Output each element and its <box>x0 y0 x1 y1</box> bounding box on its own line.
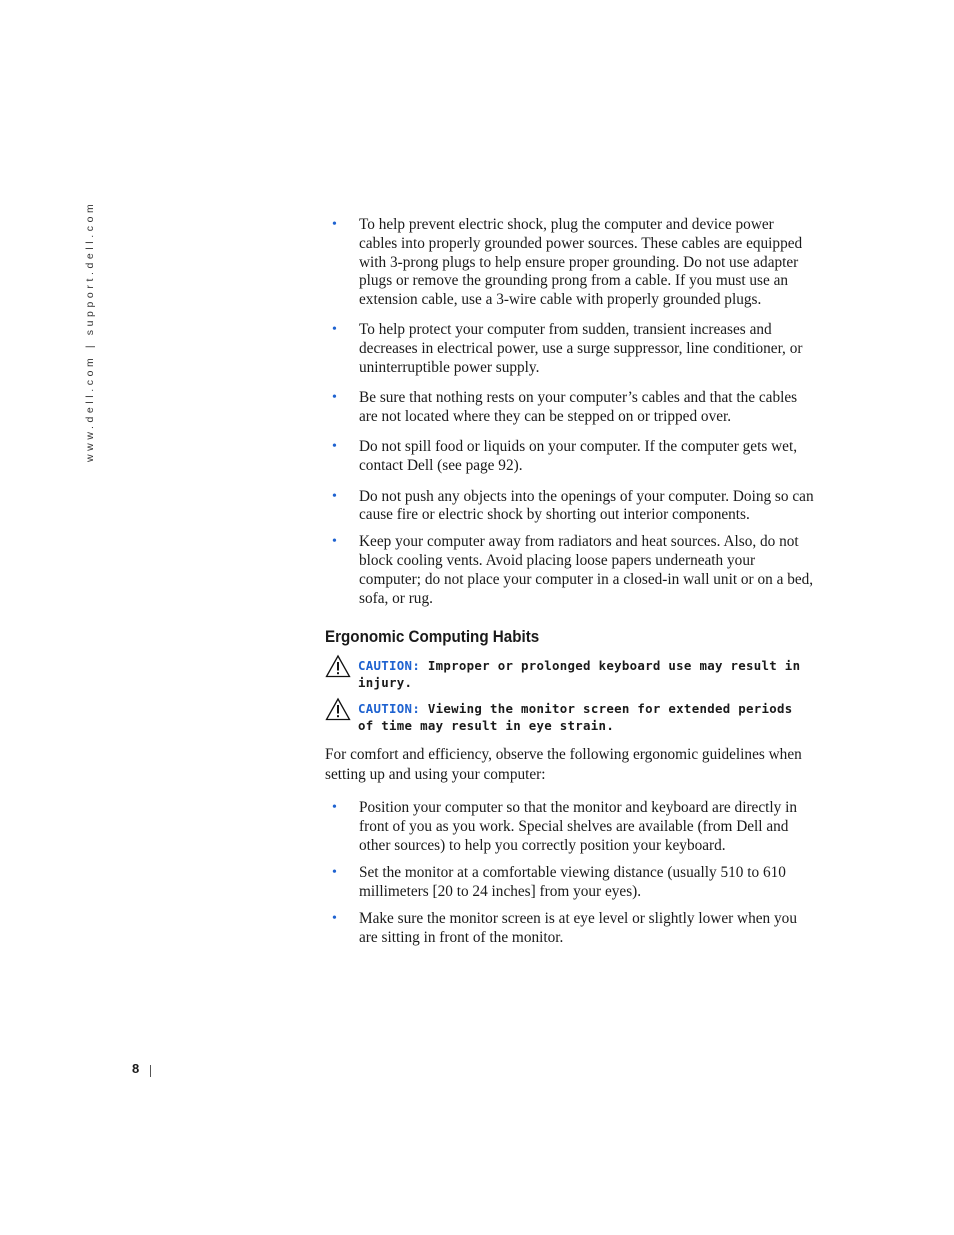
list-item-text: Position your computer so that the monitor and keyboard are directly in front of you as you work. Special shelves are available (from Dell and other sources) to help you correctly position your keyboard. <box>359 799 797 854</box>
caution-note <box>325 657 815 691</box>
caution-text: Improper or prolonged keyboard use may result in injury. <box>358 658 801 691</box>
side-url: www.dell.com | support.dell.com <box>84 200 96 462</box>
list-item-text: Set the monitor at a comfortable viewing distance (usually 510 to 610 millimeters [20 to 24 inches] from your eyes). <box>359 864 786 901</box>
bullet-icon: • <box>332 488 337 504</box>
list-item-text: Do not spill food or liquids on your computer. If the computer gets wet, contact Dell (see page 92). <box>359 438 798 475</box>
bullet-icon: • <box>332 217 337 232</box>
bullet-icon: • <box>332 322 337 338</box>
caution-label: CAUTION: <box>358 658 421 674</box>
list-item <box>325 799 815 855</box>
bullet-icon: • <box>332 911 337 927</box>
section-heading: Ergonomic Computing Habits <box>325 628 540 647</box>
list-item-text: To help protect your computer from sudden, transient increases and decreases in electrical power, use a surge suppressor, line conditioner, or uninterruptible power supply. <box>359 321 803 377</box>
list-item <box>325 910 815 948</box>
warning-triangle-icon <box>325 697 351 721</box>
list-item <box>325 438 815 476</box>
bullet-icon: • <box>332 865 337 881</box>
list-item <box>325 864 815 902</box>
bullet-icon: • <box>332 800 337 816</box>
list-item <box>325 389 815 427</box>
bullet-icon: • <box>332 390 337 406</box>
page-content <box>325 216 815 956</box>
list-item <box>325 533 815 608</box>
list-item-text: Do not push any objects into the openings of your computer. Doing so can cause fire or electric shock by shorting out interior components. <box>359 487 814 524</box>
caution-label: CAUTION: <box>358 701 421 717</box>
bullet-icon: • <box>332 439 337 455</box>
ergonomic-list <box>325 799 815 948</box>
footer-divider <box>150 1065 151 1077</box>
page-number: 8 <box>132 1061 140 1076</box>
bullet-icon: • <box>332 534 337 550</box>
list-item-text: Keep your computer away from radiators and heat sources. Also, do not block cooling vents. Avoid placing loose papers underneath your computer; do not place your computer in a closed-in wall unit or on a bed, sofa, or rug. <box>359 533 814 607</box>
list-item-text: To help prevent electric shock, plug the computer and device power cables into properly grounded power sources. These cables are equipped with 3-prong plugs to help ensure proper grounding. Do not use adapter plugs or remove the grounding prong from a cable. If you must use an extension cable, use a 3-wire cable with properly grounded plugs. <box>359 216 803 309</box>
list-item <box>325 321 815 377</box>
caution-text: Viewing the monitor screen for extended periods of time may result in eye strain. <box>358 701 793 734</box>
list-item-text: Be sure that nothing rests on your computer’s cables and that the cables are not located where they can be stepped on or tripped over. <box>359 389 798 426</box>
warning-triangle-icon <box>325 654 351 678</box>
caution-note <box>325 700 815 734</box>
list-item-text: Make sure the monitor screen is at eye level or slightly lower when you are sitting in front of the monitor. <box>359 910 797 947</box>
safety-list <box>325 216 815 608</box>
intro-paragraph: For comfort and efficiency, observe the following ergonomic guidelines when setting up and using your computer: <box>325 746 802 784</box>
list-item <box>325 216 815 310</box>
list-item <box>325 488 815 526</box>
